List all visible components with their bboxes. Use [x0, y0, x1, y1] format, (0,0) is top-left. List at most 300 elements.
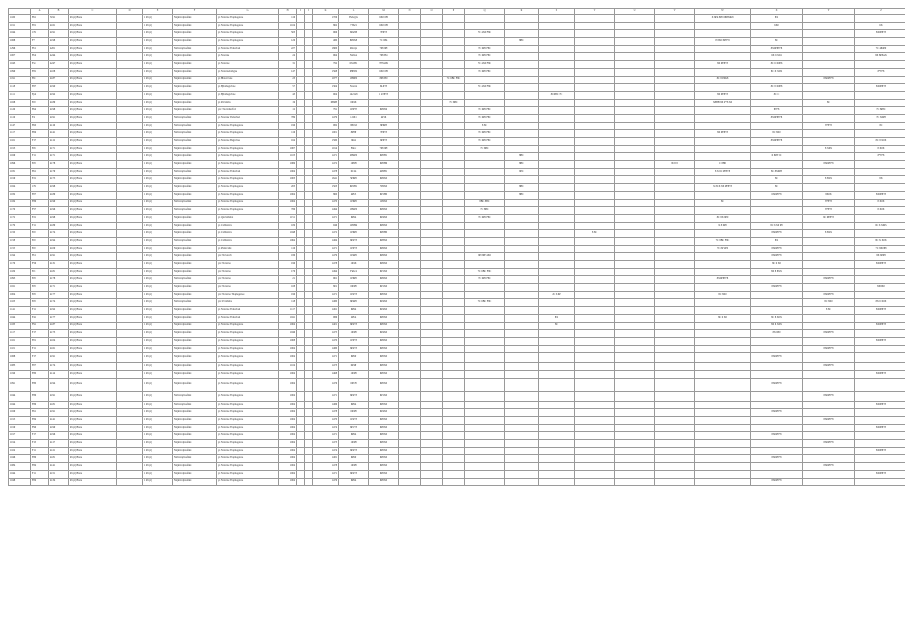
table-cell: [297, 268, 305, 276]
table-cell: Pcqvj Btsra: [69, 401, 117, 409]
table-cell: Pcqvj Btsra: [69, 299, 117, 307]
table-cell: [695, 145, 751, 153]
table-cell: ys Ncxrrxe Tbqmqqxwe: [217, 184, 279, 192]
table-cell: 1014: [9, 440, 31, 448]
table-cell: [297, 22, 305, 30]
table-cell: [443, 61, 465, 69]
table-cell: [117, 245, 143, 253]
table-cell: 7C 8X0P8: [855, 245, 905, 253]
table-cell: [465, 391, 505, 401]
table-cell: 6P0X0: [369, 370, 399, 378]
table-cell: ysv Pcrxbxbs: [217, 299, 279, 307]
table-cell: [615, 38, 655, 46]
table-cell: [803, 130, 855, 138]
table-cell: [421, 91, 443, 99]
table-cell: F96: [31, 424, 49, 432]
table-cell: [443, 114, 465, 122]
table-cell: [803, 22, 855, 30]
table-cell: [305, 401, 313, 409]
table-cell: [855, 130, 905, 138]
table-cell: [297, 184, 305, 192]
table-cell: Pcqvj Btsra: [69, 370, 117, 378]
table-cell: 6P2H1: [339, 184, 369, 192]
table-cell: [399, 168, 421, 176]
table-cell: 1474: [313, 447, 339, 455]
table-cell: 6P0X0: [369, 291, 399, 299]
table-cell: X 8P8 5C: [751, 153, 803, 161]
table-cell: [297, 391, 305, 401]
table-cell: [751, 199, 803, 207]
table-cell: 1 Pcqvj: [143, 237, 173, 245]
table-cell: 4174: [49, 363, 69, 371]
table-cell: [695, 307, 751, 315]
table-cell: [505, 230, 539, 238]
table-cell: F86: [31, 199, 49, 207]
table-cell: [297, 463, 305, 471]
table-cell: [117, 424, 143, 432]
table-cell: 6P6X0: [369, 253, 399, 261]
table-cell: [539, 68, 575, 76]
table-cell: [505, 176, 539, 184]
table-cell: [539, 76, 575, 84]
table-cell: Fr8: [31, 284, 49, 292]
table-cell: 8X0P8+8: [855, 424, 905, 432]
table-cell: 8BC 8BC: [465, 199, 505, 207]
table-cell: 1044: [9, 314, 31, 322]
table-cell: 7C 6BC F8C: [465, 299, 505, 307]
table-cell: Pcqvj Btsra: [69, 478, 117, 486]
table-cell: 6X0 6H: [369, 68, 399, 76]
table-cell: 4198: [49, 38, 69, 46]
table-cell: F17: [31, 138, 49, 146]
table-cell: [575, 291, 615, 299]
table-cell: [855, 76, 905, 84]
table-cell: 1004: [279, 322, 297, 330]
table-cell: 1191: [9, 76, 31, 84]
table-row: [9, 463, 905, 471]
table-cell: [575, 22, 615, 30]
table-cell: [751, 401, 803, 409]
table-cell: Nxjmvrqbxofmx: [173, 68, 217, 76]
table-cell: [575, 207, 615, 215]
table-cell: 1P6P0: [339, 276, 369, 284]
table-row: [9, 237, 905, 245]
table-cell: [575, 470, 615, 478]
table-cell: [505, 432, 539, 440]
table-cell: [465, 370, 505, 378]
table-cell: [505, 378, 539, 391]
table-cell: [855, 230, 905, 238]
table-cell: [297, 161, 305, 169]
table-cell: [443, 417, 465, 425]
table-cell: Pcqvj Btsra: [69, 268, 117, 276]
table-cell: [615, 199, 655, 207]
table-cell: [539, 191, 575, 199]
table-cell: 6P4+8: [339, 447, 369, 455]
table-cell: 7T621: [339, 22, 369, 30]
table-cell: [421, 130, 443, 138]
table-cell: Nxjmvrqbxofmx: [173, 378, 217, 391]
table-cell: Fb1: [31, 253, 49, 261]
table-cell: [505, 84, 539, 92]
table-row: [9, 440, 905, 448]
table-cell: [421, 440, 443, 448]
column-header: S: [539, 9, 575, 15]
table-cell: [399, 91, 421, 99]
table-cell: [505, 370, 539, 378]
table-cell: 1067: [279, 145, 297, 153]
table-cell: 1068: [9, 353, 31, 363]
table-cell: [117, 391, 143, 401]
table-cell: [443, 30, 465, 38]
table-cell: 1 Pcqvj: [143, 114, 173, 122]
table-cell: [399, 68, 421, 76]
table-cell: [575, 199, 615, 207]
table-cell: [399, 417, 421, 425]
table-cell: ys Bbxcrxvxe: [217, 76, 279, 84]
table-cell: [399, 191, 421, 199]
table-cell: 1H4P0: [339, 207, 369, 215]
table-cell: ys Ncxrrxe Tbqmqqxwe: [217, 424, 279, 432]
table-cell: ys Ncxrrxe Tbqmqqxwe: [217, 337, 279, 345]
table-cell: 1064: [279, 237, 297, 245]
table-cell: [539, 145, 575, 153]
table-cell: [443, 401, 465, 409]
table-cell: Nxbxvrqbxofmx: [173, 391, 217, 401]
table-cell: P8P0X: [339, 68, 369, 76]
table-cell: [399, 401, 421, 409]
table-cell: ysv Nvxxcvb: [217, 253, 279, 261]
table-cell: [505, 107, 539, 115]
table-cell: [615, 176, 655, 184]
table-cell: Fxt: [31, 61, 49, 69]
table-cell: 8X PP8+8: [695, 130, 751, 138]
table-cell: [505, 261, 539, 269]
table-cell: Nxbxx: [339, 53, 369, 61]
table-cell: [615, 307, 655, 315]
table-cell: 24: [279, 53, 297, 61]
table-cell: 17h: [31, 30, 49, 38]
table-cell: 1P6H4: [339, 222, 369, 230]
table-cell: 6P1X0: [369, 268, 399, 276]
table-cell: [369, 99, 399, 107]
table-cell: 1004: [279, 478, 297, 486]
table-cell: [421, 409, 443, 417]
table-cell: 6Ph4: [339, 432, 369, 440]
table-cell: [117, 153, 143, 161]
table-cell: [505, 45, 539, 53]
table-cell: [443, 276, 465, 284]
table-cell: 6P4P0: [339, 299, 369, 307]
table-cell: [655, 322, 695, 330]
table-cell: [655, 91, 695, 99]
table-cell: [803, 38, 855, 46]
table-cell: [421, 345, 443, 353]
table-cell: [465, 478, 505, 486]
table-cell: 7C 4X0 F8C: [465, 30, 505, 38]
table-row: [9, 30, 905, 38]
table-cell: Nxjmvrqbxofmx: [173, 330, 217, 338]
table-cell: 6P4X: [339, 99, 369, 107]
table-cell: [539, 378, 575, 391]
table-cell: 791: [313, 107, 339, 115]
table-cell: [539, 424, 575, 432]
table-row: [9, 168, 905, 176]
table-cell: 8X0P8+8: [751, 409, 803, 417]
table-cell: Pcqvj Btsra: [69, 378, 117, 391]
table-cell: 4196: [49, 432, 69, 440]
table-cell: [539, 261, 575, 269]
table-cell: [655, 370, 695, 378]
table-cell: [575, 378, 615, 391]
table-cell: Pcqvj Btsra: [69, 214, 117, 222]
table-cell: [539, 401, 575, 409]
table-cell: 176: [279, 268, 297, 276]
table-cell: [505, 214, 539, 222]
table-cell: [695, 370, 751, 378]
table-cell: [695, 207, 751, 215]
table-cell: [803, 455, 855, 463]
table-cell: [297, 107, 305, 115]
table-cell: [803, 168, 855, 176]
table-cell: [465, 22, 505, 30]
table-cell: 1007: [9, 53, 31, 61]
table-cell: [117, 222, 143, 230]
table-cell: 6Ph4: [339, 478, 369, 486]
table-cell: Pcqvj Btsra: [69, 424, 117, 432]
table-cell: [575, 30, 615, 38]
table-cell: [855, 214, 905, 222]
table-cell: 31: [279, 61, 297, 69]
table-cell: ys Ncxrrxe Tbdsvbsd: [217, 168, 279, 176]
table-cell: [297, 207, 305, 215]
table-cell: 1021: [9, 284, 31, 292]
table-cell: [803, 432, 855, 440]
table-cell: 1017: [9, 432, 31, 440]
table-cell: ysv Txcvnbsvfvd: [217, 107, 279, 115]
table-cell: [399, 432, 421, 440]
table-cell: 6P0X0: [369, 314, 399, 322]
table-cell: [855, 432, 905, 440]
table-cell: 1004: [9, 291, 31, 299]
table-cell: 1P4P0: [339, 253, 369, 261]
table-cell: 7P6X0: [369, 184, 399, 192]
table-cell: 8X 6PP8: [855, 253, 905, 261]
table-cell: 1P6P0: [339, 199, 369, 207]
table-cell: [751, 470, 803, 478]
table-cell: F17: [31, 432, 49, 440]
table-row: [9, 268, 905, 276]
table-cell: [117, 76, 143, 84]
table-cell: [399, 107, 421, 115]
table-cell: 8X0P8+8: [855, 307, 905, 315]
table-cell: F57: [31, 207, 49, 215]
table-cell: 4174: [49, 299, 69, 307]
table-cell: [443, 455, 465, 463]
table-cell: 1161: [9, 337, 31, 345]
table-cell: [443, 199, 465, 207]
table-cell: [655, 15, 695, 23]
table-cell: ys Ncxrrxe Tbqmqqxwe: [217, 22, 279, 30]
table-cell: 1 Pcqvj: [143, 470, 173, 478]
table-cell: 1 Pcqvj: [143, 230, 173, 238]
table-cell: [803, 114, 855, 122]
table-cell: Pcqvj Btsra: [69, 432, 117, 440]
table-cell: [443, 222, 465, 230]
table-cell: Nxjmvrqbxofmx: [173, 314, 217, 322]
table-cell: [117, 191, 143, 199]
table-cell: Nxjmvrqbxofmx: [173, 53, 217, 61]
table-cell: [695, 345, 751, 353]
table-cell: [399, 245, 421, 253]
table-cell: 6P 8PP 4X6: [465, 253, 505, 261]
table-cell: [297, 237, 305, 245]
table-cell: [305, 284, 313, 292]
table-cell: 8X0P8+8: [855, 470, 905, 478]
table-cell: Fh0: [31, 122, 49, 130]
table-cell: [751, 391, 803, 401]
table-cell: [695, 107, 751, 115]
table-cell: [443, 84, 465, 92]
table-cell: [117, 353, 143, 363]
table-cell: [465, 168, 505, 176]
table-cell: [297, 45, 305, 53]
table-cell: 8C: [751, 38, 803, 46]
table-row: [9, 122, 905, 130]
table-cell: [751, 337, 803, 345]
table-cell: [505, 409, 539, 417]
table-cell: Pcqvj Btsra: [69, 68, 117, 76]
table-cell: [615, 261, 655, 269]
table-cell: [421, 330, 443, 338]
table-cell: 7C 6BC F8C: [443, 76, 465, 84]
table-cell: [615, 22, 655, 30]
table-cell: 4181: [49, 401, 69, 409]
table-cell: [539, 455, 575, 463]
table-cell: [575, 314, 615, 322]
table-cell: [399, 291, 421, 299]
table-cell: [399, 424, 421, 432]
table-cell: [655, 401, 695, 409]
table-cell: 8P6P8: [369, 122, 399, 130]
table-cell: [117, 307, 143, 315]
table-cell: [539, 417, 575, 425]
table-cell: 6P1+8: [339, 424, 369, 432]
table-cell: 6Ph0: [339, 353, 369, 363]
table-cell: [399, 237, 421, 245]
table-cell: 1800: [313, 45, 339, 53]
table-cell: [751, 122, 803, 130]
table-cell: [399, 478, 421, 486]
table-cell: 1 Pcqvj: [143, 363, 173, 371]
table-cell: 2Pb4: [339, 314, 369, 322]
table-row: [9, 470, 905, 478]
table-cell: [505, 391, 539, 401]
column-header: Z: [855, 9, 905, 15]
table-cell: 8X 8 8XX: [751, 268, 803, 276]
table-cell: 4141: [49, 130, 69, 138]
table-cell: 1 Pcqvj: [143, 45, 173, 53]
table-row: [9, 68, 905, 76]
table-cell: [297, 138, 305, 146]
table-cell: Pcqvj Btsra: [69, 455, 117, 463]
column-header: C: [69, 9, 117, 15]
table-cell: 147: [279, 68, 297, 76]
table-cell: 8X 6 X0X: [855, 299, 905, 307]
table-cell: 8C 6 X0 P8: [751, 222, 803, 230]
table-cell: 6P0X0: [369, 353, 399, 363]
table-cell: F17: [31, 353, 49, 363]
table-cell: [399, 276, 421, 284]
table-cell: [443, 391, 465, 401]
table-cell: [117, 417, 143, 425]
table-cell: 6Ph4: [339, 401, 369, 409]
table-cell: 8*8+8: [803, 199, 855, 207]
table-cell: [399, 161, 421, 169]
table-cell: 7C X0P8: [855, 114, 905, 122]
table-row: [9, 307, 905, 315]
table-cell: [117, 114, 143, 122]
table-cell: [855, 391, 905, 401]
table-cell: [305, 91, 313, 99]
table-cell: [695, 401, 751, 409]
table-cell: Fh9: [31, 130, 49, 138]
table-cell: 196: [279, 261, 297, 269]
table-cell: [575, 370, 615, 378]
table-cell: X8BB 8X P+8 X0: [695, 99, 751, 107]
table-cell: [465, 314, 505, 322]
table-cell: [399, 99, 421, 107]
table-cell: 1 Pcqvj: [143, 145, 173, 153]
table-cell: 6P6X0: [369, 176, 399, 184]
table-cell: 8C 8 P6K8: [695, 76, 751, 84]
table-cell: 1 Pcqvj: [143, 222, 173, 230]
table-cell: 1116: [9, 114, 31, 122]
table-cell: 7C 4P4P0: [855, 45, 905, 53]
table-cell: [297, 153, 305, 161]
table-cell: [615, 432, 655, 440]
table-cell: [305, 45, 313, 53]
table-cell: 1044: [9, 401, 31, 409]
table-cell: 6P6X0: [369, 261, 399, 269]
table-cell: [575, 401, 615, 409]
table-cell: [695, 447, 751, 455]
table-cell: 8 8XX: [803, 230, 855, 238]
table-row: [9, 222, 905, 230]
table-row: [9, 130, 905, 138]
table-cell: [505, 61, 539, 69]
table-cell: [539, 184, 575, 192]
table-cell: F7: [31, 38, 49, 46]
table-cell: [117, 455, 143, 463]
table-cell: Fh1: [31, 168, 49, 176]
table-cell: [117, 463, 143, 471]
table-row: [9, 53, 905, 61]
table-cell: 7C 4X0 F8C: [465, 84, 505, 92]
table-cell: 1472: [313, 230, 339, 238]
table-cell: 1478: [313, 409, 339, 417]
table-cell: [505, 68, 539, 76]
table-cell: ys Bjbxbsgrcbxe: [217, 84, 279, 92]
table-cell: 1083: [9, 363, 31, 371]
table-cell: F91: [31, 322, 49, 330]
table-cell: [655, 337, 695, 345]
table-cell: 6PC: [505, 168, 539, 176]
table-cell: Nxbxvrqbxofmx: [173, 401, 217, 409]
table-cell: 8X0PP8+8: [751, 45, 803, 53]
table-cell: 1044: [9, 30, 31, 38]
table-cell: 8BC: [505, 184, 539, 192]
